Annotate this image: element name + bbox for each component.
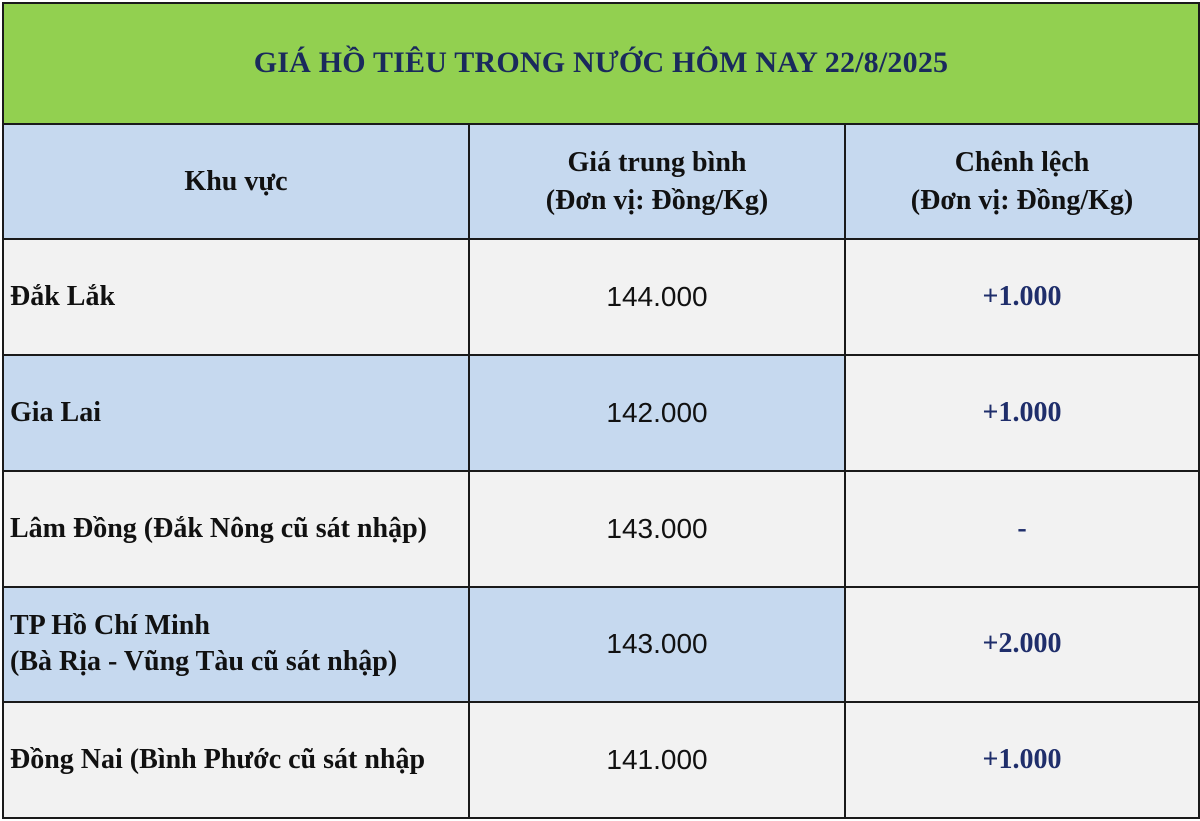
region-name: Lâm Đồng (Đắk Nông cũ sát nhập) [10, 512, 427, 544]
avg-price-cell: 143.000 [469, 587, 845, 703]
region-note: (Bà Rịa - Vũng Tàu cũ sát nhập) [10, 646, 398, 678]
table-row [3, 587, 1199, 703]
region-name: Gia Lai [10, 397, 102, 429]
avg-price-cell: 142.000 [469, 355, 845, 471]
header-diff-label: Chênh lệch [954, 146, 1090, 178]
region-name: Đắk Lắk [10, 281, 116, 313]
avg-price-cell: 141.000 [469, 702, 845, 818]
difference-cell: +1.000 [845, 239, 1199, 355]
header-avg-unit: (Đơn vị: Đồng/Kg) [545, 184, 769, 216]
difference-cell: +1.000 [845, 355, 1199, 471]
region-cell [3, 239, 469, 355]
difference-cell: - [845, 471, 1199, 587]
difference-cell: +1.000 [845, 702, 1199, 818]
table-title: GIÁ HỒ TIÊU TRONG NƯỚC HÔM NAY 22/8/2025 [3, 3, 1199, 124]
header-row [3, 124, 1199, 240]
table-row [3, 239, 1199, 355]
pepper-price-table [2, 2, 1200, 819]
header-avg-label: Giá trung bình [567, 146, 747, 178]
table-row [3, 471, 1199, 587]
region-name: Đồng Nai (Bình Phước cũ sát nhập [10, 744, 426, 776]
region-cell [3, 702, 469, 818]
table-row [3, 702, 1199, 818]
header-region [3, 124, 469, 240]
header-diff-unit: (Đơn vị: Đồng/Kg) [910, 184, 1134, 216]
header-avg-price [469, 124, 845, 240]
header-region-label: Khu vực [184, 165, 288, 197]
region-name: TP Hồ Chí Minh [10, 610, 210, 642]
difference-cell: +2.000 [845, 587, 1199, 703]
region-cell [3, 355, 469, 471]
header-difference [845, 124, 1199, 240]
avg-price-cell: 143.000 [469, 471, 845, 587]
avg-price-cell: 144.000 [469, 239, 845, 355]
region-cell [3, 587, 469, 703]
title-row [3, 3, 1199, 124]
region-cell [3, 471, 469, 587]
table-row [3, 355, 1199, 471]
